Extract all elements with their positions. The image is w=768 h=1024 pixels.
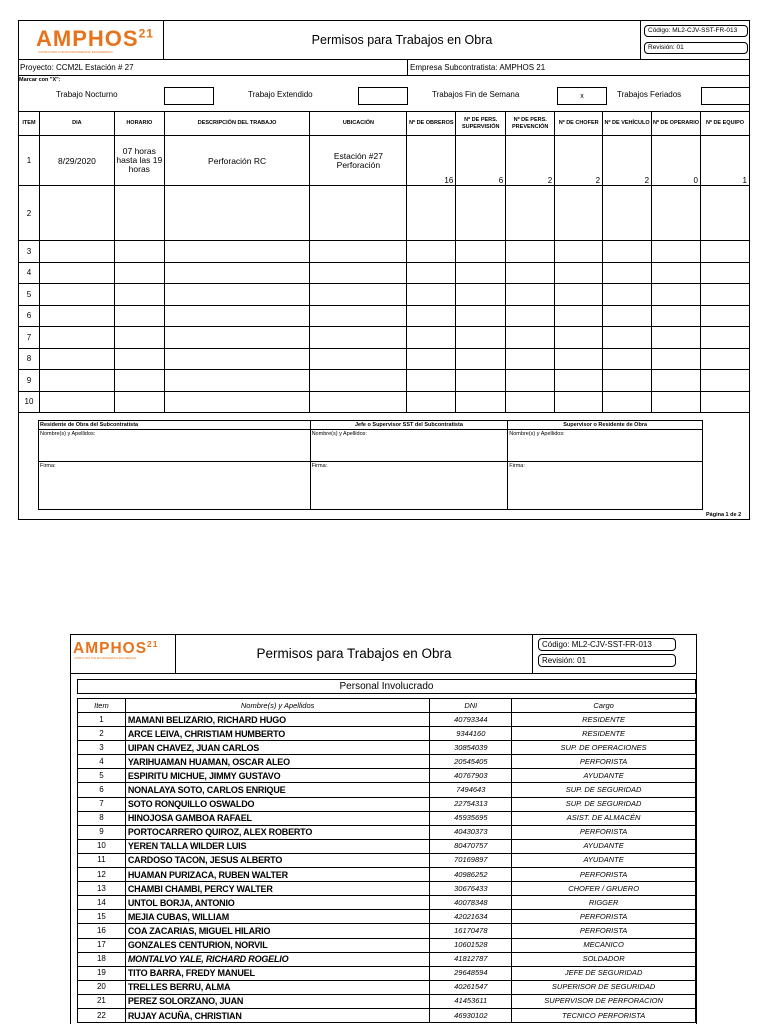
cell-equipo: 1 (700, 136, 749, 186)
table-row: 11 CARDOSO TACON, JESUS ALBERTO 70169897 AYUDANTE (78, 853, 696, 867)
header-logo-cell (70, 634, 176, 674)
table-row: 14 UNTOL BORJA, ANTONIO 40078348 RIGGER (78, 896, 696, 910)
col-header: DIA (39, 112, 114, 136)
table-row (19, 348, 750, 370)
table-row: 3 UIPAN CHAVEZ, JUAN CARLOS 30854039 SUP. DE OPERACIONES (78, 741, 696, 755)
page-title: Permisos para Trabajos en Obra (256, 646, 452, 661)
cell-vehiculo: 2 (603, 136, 652, 186)
table-row (19, 186, 750, 241)
cell-dia: 8/29/2020 (39, 136, 114, 186)
table-row (19, 262, 750, 284)
signature-title: Jefe o Supervisor SST del Subcontratista (310, 421, 508, 430)
project-row (18, 60, 750, 76)
signature-firma-field[interactable]: Firma: (508, 462, 703, 510)
signature-name-field[interactable]: Nombre(s) y Apellidos: (508, 430, 703, 462)
col-header: Item (78, 699, 126, 713)
cell-item: 9 (19, 370, 40, 392)
header-logo-cell (18, 20, 164, 60)
table-row: 5 ESPIRITU MICHUE, JIMMY GUSTAVO 40767903 AYUDANTE (78, 769, 696, 783)
col-header: Nº DE VEHÍCULO (603, 112, 652, 136)
cell-item: 4 (19, 262, 40, 284)
option-box-nocturno[interactable] (164, 87, 214, 105)
table-row: 8 HINOJOSA GAMBOA RAFAEL 45935695 ASIST. DE ALMACÉN (78, 811, 696, 825)
header-code-cell (532, 634, 697, 674)
option-box-feriados[interactable] (701, 87, 750, 105)
option-box-fin-semana[interactable]: x (557, 87, 607, 105)
col-header: ITEM (19, 112, 40, 136)
table-row: 12 HUAMAN PURIZACA, RUBEN WALTER 40986252 PERFORISTA (78, 868, 696, 882)
col-header: HORARIO (114, 112, 164, 136)
table-row: 18 MONTALVO YALE, RICHARD ROGELIO 41812787 SOLDADOR (78, 952, 696, 966)
col-header: DESCRIPCIÓN DEL TRABAJO (164, 112, 310, 136)
cell-supervision: 6 (456, 136, 506, 186)
col-header: Nº DE EQUIPO (700, 112, 749, 136)
header-title-cell (164, 20, 640, 60)
cell-item: 2 (19, 186, 40, 241)
col-header: Nº DE OPERARIO (652, 112, 701, 136)
table-row: 7 SOTO RONQUILLO OSWALDO 22754313 SUP. DE SEGURIDAD (78, 797, 696, 811)
col-header: Cargo (512, 699, 696, 713)
option-label: Trabajo Nocturno (56, 90, 118, 99)
logo-tagline: CONSULTING FOR ENVIRONMENTAL ENGINEERING (74, 657, 137, 660)
signature-title: Residente de Obra del Subcontratista (39, 421, 311, 430)
option-label: Trabajos Feriados (617, 90, 682, 99)
codigo-label: Código: ML2-CJV-SST-FR-013 (538, 638, 676, 651)
table-row (19, 391, 750, 413)
revision-label: Revisión: 01 (644, 42, 748, 54)
cell-item: 8 (19, 348, 40, 370)
page-title: Permisos para Trabajos en Obra (311, 32, 493, 47)
work-table (18, 111, 750, 413)
logo: AMPHOS$^{21}$ (36, 26, 155, 51)
table-row (19, 305, 750, 327)
signature-firma-field[interactable]: Firma: (39, 462, 311, 510)
cell-descripcion: Perforación RC (164, 136, 310, 186)
col-header: Nº DE CHOFER (555, 112, 603, 136)
col-header: DNI (430, 699, 512, 713)
table-row (19, 370, 750, 392)
codigo-label: Código: ML2-CJV-SST-FR-013 (644, 25, 748, 37)
cell-horario: 07 horas hasta las 19 horas (114, 136, 164, 186)
section-title: Personal Involucrado (77, 679, 696, 694)
table-row: 15 MEJIA CUBAS, WILLIAM 42021634 PERFORISTA (78, 910, 696, 924)
table-row: 9 PORTOCARRERO QUIROZ, ALEX ROBERTO 40430373 PERFORISTA (78, 825, 696, 839)
table-row (19, 284, 750, 306)
cell-item: 5 (19, 284, 40, 306)
table-row (19, 136, 750, 186)
table-row: 21 PEREZ SOLORZANO, JUAN 41453611 SUPERVISOR DE PERFORACION (78, 994, 696, 1008)
header-title-cell (176, 634, 532, 674)
signature-name-field[interactable]: Nombre(s) y Apellidos: (310, 430, 508, 462)
cell-item: 7 (19, 327, 40, 349)
col-header: UBICACIÓN (310, 112, 407, 136)
logo-tagline: CONSULTING FOR ENVIRONMENTAL ENGINEERING (38, 50, 113, 54)
signature-firma-field[interactable]: Firma: (310, 462, 508, 510)
table-header-row (78, 699, 696, 713)
option-label: Trabajos Fin de Semana (432, 90, 520, 99)
signature-title: Supervisor o Residente de Obra (508, 421, 703, 430)
signature-table (38, 420, 703, 510)
table-row: 2 ARCE LEIVA, CHRISTIAM HUMBERTO 9344160 RESIDENTE (78, 727, 696, 741)
table-row: 16 COA ZACARIAS, MIGUEL HILARIO 16170478 PERFORISTA (78, 924, 696, 938)
col-header: Nombre(s) y Apellidos (125, 699, 430, 713)
empresa-label: Empresa Subcontratista: AMPHOS 21 (410, 63, 546, 72)
marcar-label: Marcar con "X": (19, 77, 61, 83)
option-box-extendido[interactable] (358, 87, 408, 105)
table-row: 10 YEREN TALLA WILDER LUIS 80470757 AYUDANTE (78, 839, 696, 853)
col-header: Nº DE OBREROS (407, 112, 456, 136)
table-row (19, 241, 750, 263)
option-label: Trabajo Extendido (248, 90, 313, 99)
col-header: Nº DE PERS. SUPERVISIÓN (456, 112, 506, 136)
table-header-row (19, 112, 750, 136)
table-row: 17 GONZALES CENTURION, NORVIL 10601528 MECANICO (78, 938, 696, 952)
table-row (19, 327, 750, 349)
table-row: 13 CHAMBI CHAMBI, PERCY WALTER 30676433 CHOFER / GRUERO (78, 882, 696, 896)
cell-item: 3 (19, 241, 40, 263)
cell-prevencion: 2 (506, 136, 555, 186)
col-header: Nº DE PERS. PREVENCIÓN (506, 112, 555, 136)
table-row: 19 TITO BARRA, FREDY MANUEL 29648594 JEFE DE SEGURIDAD (78, 966, 696, 980)
logo: AMPHOS$^{21}$ (73, 639, 159, 658)
page-number: Página 1 de 2 (706, 512, 742, 518)
table-row: 1 MAMANI BELIZARIO, RICHARD HUGO 40793344 RESIDENTE (78, 713, 696, 727)
cell-item: 1 (19, 136, 40, 186)
cell-operario: 0 (652, 136, 701, 186)
personnel-table (77, 698, 696, 1023)
revision-label: Revisión: 01 (538, 654, 676, 667)
proyecto-label: Proyecto: CCM2L Estación # 27 (20, 63, 134, 72)
table-row: 20 TRELLES BERRU, ALMA 40261547 SUPERISOR DE SEGURIDAD (78, 980, 696, 994)
table-row: 22 RUJAY ACUÑA, CHRISTIAN 46930102 TECNICO PERFORISTA (78, 1008, 696, 1022)
cell-item: 6 (19, 305, 40, 327)
cell-ubicacion: Estación #27 Perforación (310, 136, 407, 186)
cell-obreros: 16 (407, 136, 456, 186)
signature-name-field[interactable]: Nombre(s) y Apellidos: (39, 430, 311, 462)
table-row: 6 NONALAYA SOTO, CARLOS ENRIQUE 7494643 SUP. DE SEGURIDAD (78, 783, 696, 797)
cell-item: 10 (19, 391, 40, 413)
table-row: 4 YARIHUAMAN HUAMAN, OSCAR ALEO 20545405 PERFORISTA (78, 755, 696, 769)
header-code-cell (640, 20, 750, 60)
cell-chofer: 2 (555, 136, 603, 186)
